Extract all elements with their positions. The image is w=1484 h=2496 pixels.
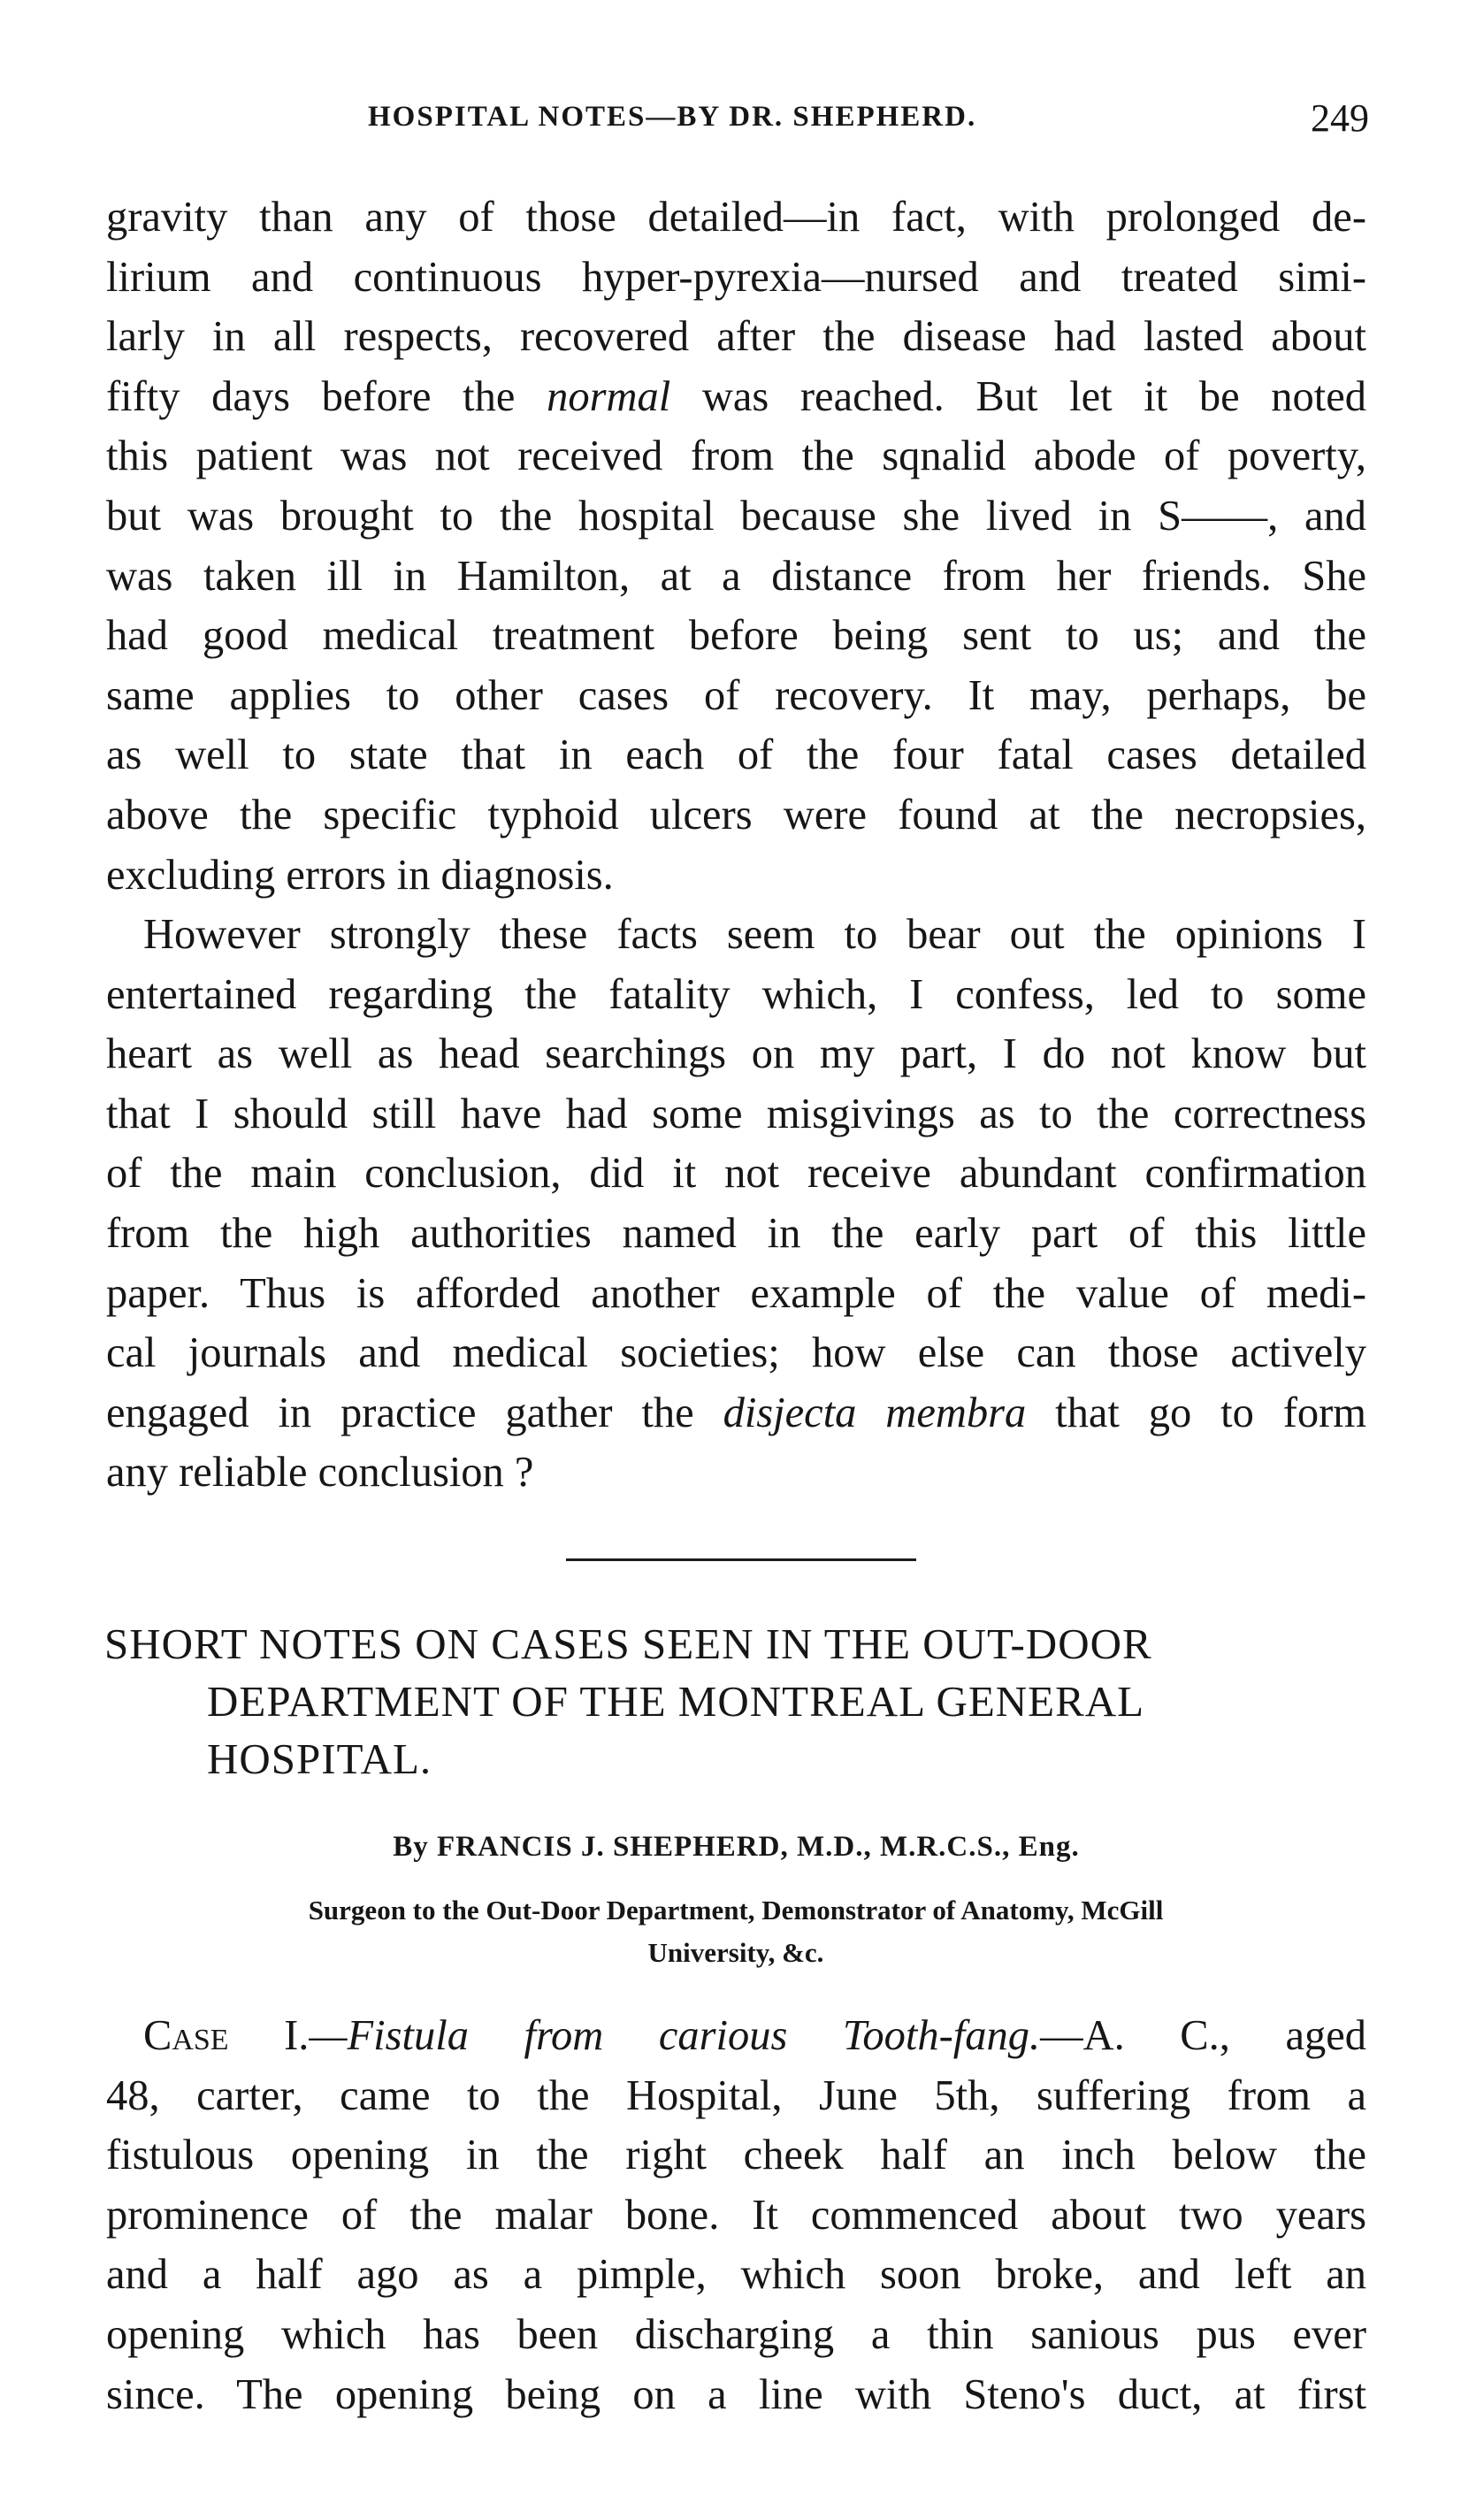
text-line: gravity than any of those detailed—in fact, with prolonged de-: [106, 194, 1366, 241]
title-line: SHORT NOTES ON CASES SEEN IN THE OUT-DOOR: [104, 1619, 1152, 1668]
text-line: cal journals and medical societies; how else can those actively: [106, 1329, 1366, 1377]
author-affiliation: [99, 1889, 1373, 1974]
running-header: [106, 96, 1378, 149]
text-line: prominence of the malar bone. It commenced about two years: [106, 2191, 1366, 2239]
text-line: paper. Thus is afforded another example of the value of medi-: [106, 1269, 1366, 1317]
paragraph: [106, 905, 1366, 1503]
text-line: fistulous opening in the right cheek half an inch below the: [106, 2132, 1366, 2179]
text-line: above the specific typhoid ulcers were found at the necropsies,: [106, 791, 1366, 838]
text-line: and a half ago as a pimple, which soon broke, and left an: [106, 2251, 1366, 2299]
title-line: DEPARTMENT OF THE MONTREAL GENERAL: [207, 1677, 1145, 1726]
text-line: lirium and continuous hyper-pyrexia—nursed and treated simi-: [106, 253, 1366, 301]
text-line: larly in all respects, recovered after the disease had lasted about: [106, 313, 1366, 361]
text-line: of the main conclusion, did it not receive abundant confirmation: [106, 1150, 1366, 1198]
italic-term: disjecta membra: [723, 1389, 1027, 1436]
case-label: Case I.: [143, 2012, 310, 2059]
text-line: had good medical treatment before being sent to us; and the: [106, 612, 1366, 660]
text-line: was taken ill in Hamilton, at a distance from her friends. She: [106, 552, 1366, 600]
text-fragment: fifty days before the: [106, 372, 516, 420]
article-title: [104, 1615, 1369, 1788]
text-fragment: engaged in practice gather the: [106, 1389, 694, 1436]
italic-term: normal: [547, 372, 671, 420]
text-line: excluding errors in diagnosis.: [106, 851, 614, 899]
page-number: 249: [1311, 96, 1369, 140]
title-line: HOSPITAL.: [207, 1734, 432, 1783]
text-line: since. The opening being on a line with Steno's duct, at first: [106, 2370, 1366, 2418]
text-line: this patient was not received from the sqnalid abode of poverty,: [106, 433, 1366, 480]
section-divider: [566, 1558, 916, 1561]
paragraph-continued: [106, 188, 1366, 905]
text-line: entertained regarding the fatality which, I confess, led to some: [106, 970, 1366, 1018]
text-fragment: —A. C., aged: [1040, 2012, 1366, 2059]
case-paragraph: [106, 2006, 1366, 2424]
case-title: —Fistula from carious Tooth-fang.: [309, 2012, 1041, 2059]
text-line: from the high authorities named in the early part of this little: [106, 1209, 1366, 1257]
text-line: However strongly these facts seem to bear out the opinions I: [143, 911, 1366, 958]
text-line: any reliable conclusion ?: [106, 1449, 534, 1497]
text-line: [106, 1383, 1366, 1443]
text-fragment: was reached. But let it be noted: [701, 372, 1367, 420]
affiliation-line: Surgeon to the Out-Door Department, Demonstrator of Anatomy, McGill: [308, 1895, 1164, 1926]
text-line: [106, 367, 1366, 427]
affiliation-line: University, &c.: [647, 1937, 824, 1968]
text-line: [106, 2006, 1366, 2066]
text-line: opening which has been discharging a thin sanious pus ever: [106, 2310, 1366, 2358]
text-line: same applies to other cases of recovery. It may, perhaps, be: [106, 671, 1366, 719]
text-line: 48, carter, came to the Hospital, June 5th, suffering from a: [106, 2071, 1366, 2119]
text-line: as well to state that in each of the four fatal cases detailed: [106, 731, 1366, 779]
author-byline: By FRANCIS J. SHEPHERD, M.D., M.R.C.S., Eng.: [393, 1831, 1080, 1863]
text-line: that I should still have had some misgivings as to the correctness: [106, 1090, 1366, 1137]
text-fragment: that go to form: [1055, 1389, 1366, 1436]
text-line: heart as well as head searchings on my part, I do not know but: [106, 1030, 1366, 1078]
text-line: but was brought to the hospital because she lived in S——, and: [106, 492, 1366, 540]
running-title: HOSPITAL NOTES—BY DR. SHEPHERD.: [368, 101, 977, 133]
